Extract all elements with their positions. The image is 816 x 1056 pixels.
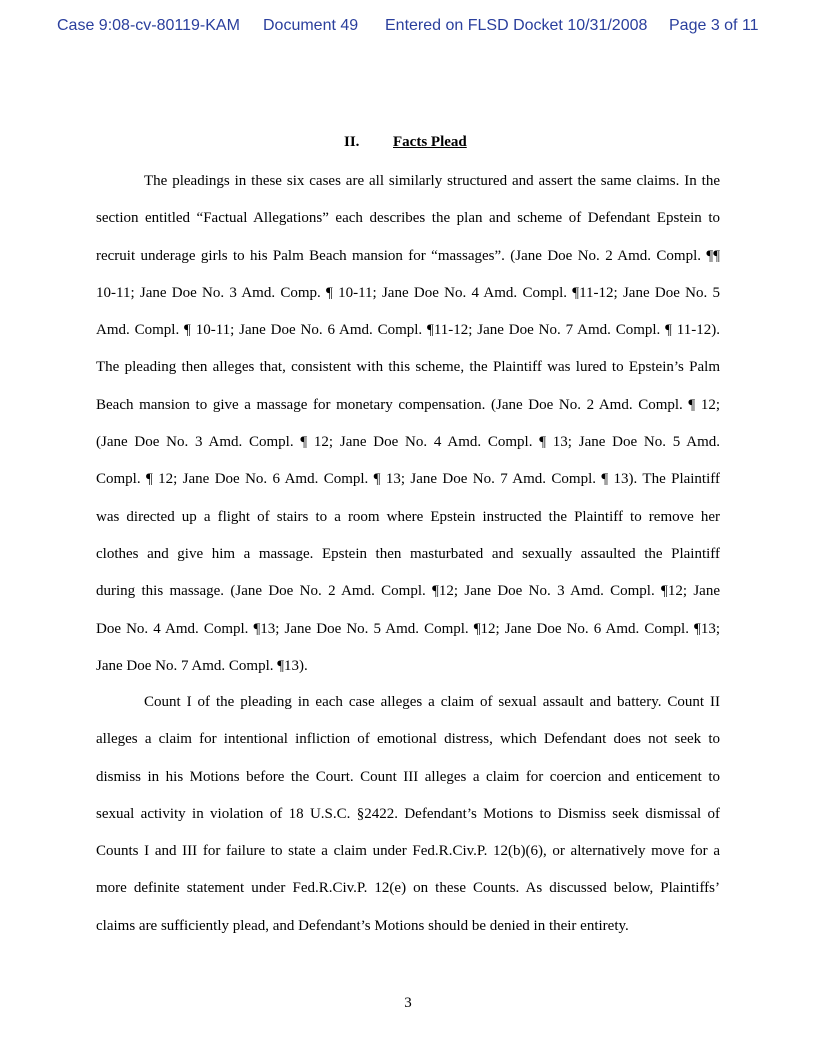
section-title: Facts Plead: [393, 134, 467, 150]
paragraph-line: 10-11; Jane Doe No. 3 Amd. Comp. ¶ 10-11; Jane Doe No. 4 Amd. Compl. ¶11-12; Jane Doe No. 5: [96, 284, 720, 301]
paragraph-line: The pleading then alleges that, consistent with this scheme, the Plaintiff was lured to Epstein’s Palm: [96, 359, 720, 376]
paragraph-line: Beach mansion to give a massage for monetary compensation. (Jane Doe No. 2 Amd. Compl. ¶ 12;: [96, 396, 720, 413]
paragraph-line: clothes and give him a massage. Epstein then masturbated and sexually assaulted the Plaintiff: [96, 545, 720, 562]
paragraph-line: section entitled “Factual Allegations” each describes the plan and scheme of Defendant Epstein to: [96, 210, 720, 227]
paragraph-line: The pleadings in these six cases are all similarly structured and assert the same claims. In the: [144, 173, 720, 189]
paragraph-counts: [96, 684, 720, 945]
paragraph-facts: [96, 163, 720, 685]
paragraph-line: Jane Doe No. 7 Amd. Compl. ¶13).: [96, 657, 308, 674]
paragraph-line: was directed up a flight of stairs to a room where Epstein instructed the Plaintiff to remove her: [96, 508, 720, 525]
paragraph-line: Count I of the pleading in each case alleges a claim of sexual assault and battery. Count II: [144, 694, 720, 710]
paragraph-line: (Jane Doe No. 3 Amd. Compl. ¶ 12; Jane Doe No. 4 Amd. Compl. ¶ 13; Jane Doe No. 5 Amd.: [96, 434, 720, 451]
header-document-number: Document 49: [263, 17, 359, 34]
paragraph-line: Amd. Compl. ¶ 10-11; Jane Doe No. 6 Amd. Compl. ¶11-12; Jane Doe No. 7 Amd. Compl. ¶ 11-12).: [96, 322, 720, 339]
header-case-number: Case 9:08-cv-80119-KAM: [57, 17, 240, 34]
paragraph-line: Counts I and III for failure to state a claim under Fed.R.Civ.P. 12(b)(6), or alternatively move for a: [96, 843, 720, 860]
paragraph-line: Compl. ¶ 12; Jane Doe No. 6 Amd. Compl. ¶ 13; Jane Doe No. 7 Amd. Compl. ¶ 13). The Plaintiff: [96, 471, 720, 488]
paragraph-line: claims are sufficiently plead, and Defendant’s Motions should be denied in their entirety.: [96, 917, 629, 934]
paragraph-line: sexual activity in violation of 18 U.S.C. §2422. Defendant’s Motions to Dismiss seek dismissal of: [96, 805, 720, 822]
header-entered-date: Entered on FLSD Docket 10/31/2008: [385, 17, 648, 34]
page-number: 3: [404, 995, 412, 1011]
paragraph-line: recruit underage girls to his Palm Beach mansion for “massages”. (Jane Doe No. 2 Amd. Compl. ¶¶: [96, 247, 720, 264]
docket-header: [57, 17, 777, 39]
paragraph-line: alleges a claim for intentional infliction of emotional distress, which Defendant does not seek to: [96, 731, 720, 748]
paragraph-line: dismiss in his Motions before the Court. Count III alleges a claim for coercion and enticement to: [96, 768, 720, 785]
paragraph-line: during this massage. (Jane Doe No. 2 Amd. Compl. ¶12; Jane Doe No. 3 Amd. Compl. ¶12; Jane: [96, 583, 720, 600]
paragraph-line: more definite statement under Fed.R.Civ.P. 12(e) on these Counts. As discussed below, Plaintiffs’: [96, 880, 720, 897]
section-heading: [0, 134, 816, 156]
section-number: II.: [344, 134, 360, 150]
paragraph-line: Doe No. 4 Amd. Compl. ¶13; Jane Doe No. 5 Amd. Compl. ¶12; Jane Doe No. 6 Amd. Compl. ¶13;: [96, 620, 720, 637]
header-page-count: Page 3 of 11: [669, 17, 759, 34]
